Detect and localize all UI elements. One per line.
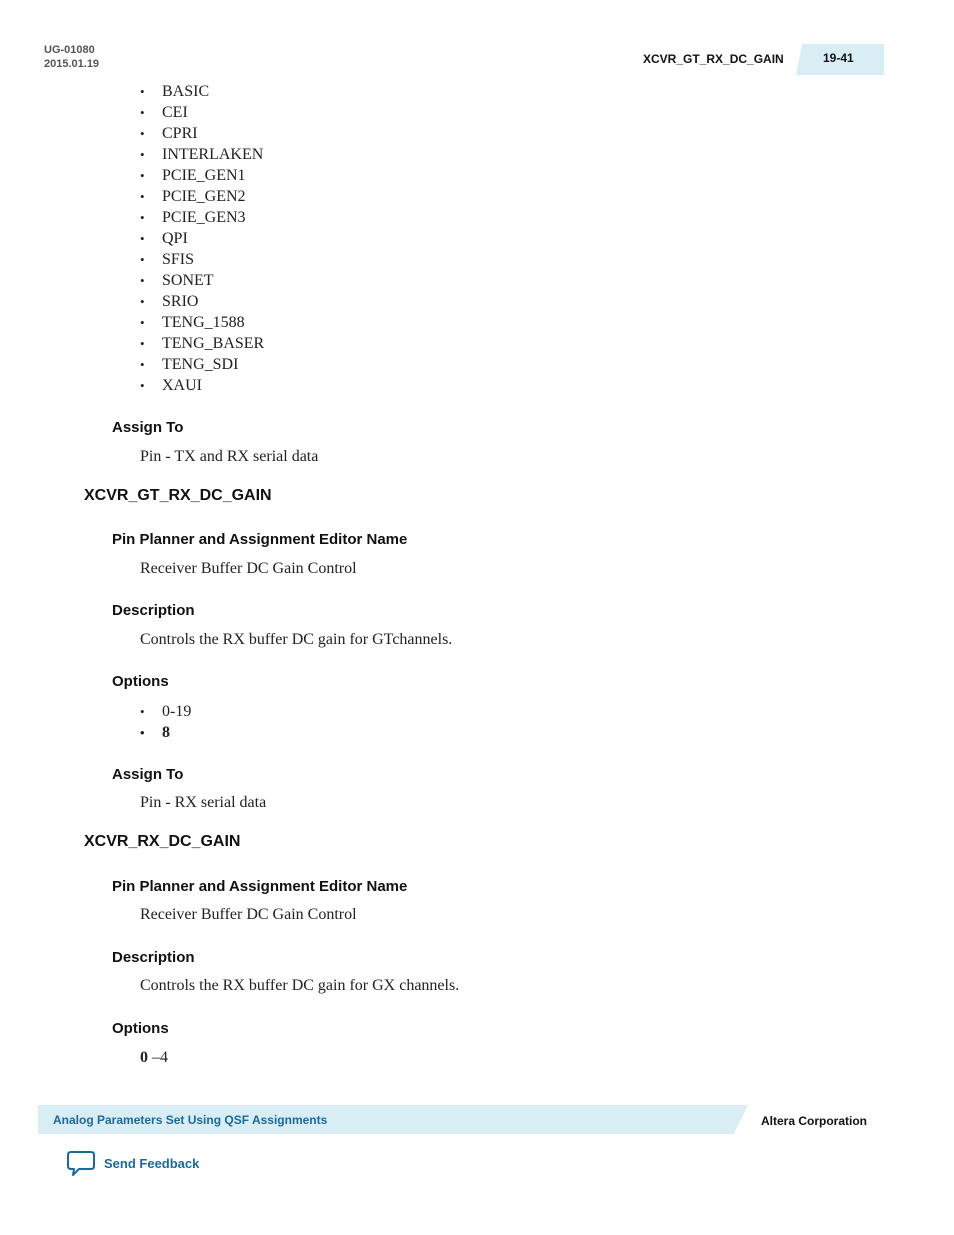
list-item: • CEI — [140, 102, 264, 123]
list-item-default: • 8 — [140, 722, 191, 743]
options-default: 0 — [140, 1049, 148, 1066]
options-range: –4 — [148, 1049, 168, 1066]
list-item: • PCIE_GEN3 — [140, 207, 264, 228]
document-id-block — [44, 43, 99, 71]
assign-to-heading: Assign To — [112, 766, 184, 783]
editor-name-value: Receiver Buffer DC Gain Control — [140, 560, 357, 577]
document-id: UG-01080 — [44, 44, 95, 56]
list-item: • SRIO — [140, 291, 264, 312]
send-feedback-label: Send Feedback — [104, 1156, 200, 1171]
options-heading: Options — [112, 673, 169, 690]
document-date: 2015.01.19 — [44, 58, 100, 70]
list-item: • TENG_1588 — [140, 312, 264, 333]
list-item: • PCIE_GEN1 — [140, 165, 264, 186]
assign-to-heading: Assign To — [112, 419, 184, 436]
list-item: • BASIC — [140, 81, 264, 102]
editor-name-value: Receiver Buffer DC Gain Control — [140, 906, 357, 923]
list-item: • SFIS — [140, 249, 264, 270]
assign-to-value: Pin - RX serial data — [140, 794, 267, 811]
description-value: Controls the RX buffer DC gain for GTchannels. — [140, 631, 453, 648]
list-item: • QPI — [140, 228, 264, 249]
footer-section-link[interactable]: Analog Parameters Set Using QSF Assignments — [53, 1113, 328, 1127]
editor-name-heading: Pin Planner and Assignment Editor Name — [112, 878, 408, 895]
description-heading: Description — [112, 602, 195, 619]
running-header-title: XCVR_GT_RX_DC_GAIN — [643, 52, 784, 66]
description-heading: Description — [112, 949, 195, 966]
list-item: • PCIE_GEN2 — [140, 186, 264, 207]
options-heading: Options — [112, 1020, 169, 1037]
list-item: • XAUI — [140, 375, 264, 396]
list-item: • INTERLAKEN — [140, 144, 264, 165]
protocol-options-list — [140, 81, 264, 396]
footer-company: Altera Corporation — [761, 1114, 868, 1128]
list-item: • SONET — [140, 270, 264, 291]
send-feedback-link[interactable] — [66, 1150, 199, 1177]
page-number: 19-41 — [823, 51, 854, 65]
description-value: Controls the RX buffer DC gain for GX channels. — [140, 977, 460, 994]
list-item: • TENG_BASER — [140, 333, 264, 354]
list-item: • TENG_SDI — [140, 354, 264, 375]
gain-options-list — [140, 701, 191, 743]
list-item: • 0-19 — [140, 701, 191, 722]
editor-name-heading: Pin Planner and Assignment Editor Name — [112, 531, 408, 548]
speech-bubble-icon — [66, 1150, 96, 1177]
options-value — [140, 1049, 168, 1067]
section-title-rx-dc-gain: XCVR_RX_DC_GAIN — [84, 833, 241, 850]
assign-to-value: Pin - TX and RX serial data — [140, 448, 319, 465]
list-item: • CPRI — [140, 123, 264, 144]
section-title-gt-rx-dc-gain: XCVR_GT_RX_DC_GAIN — [84, 487, 272, 504]
